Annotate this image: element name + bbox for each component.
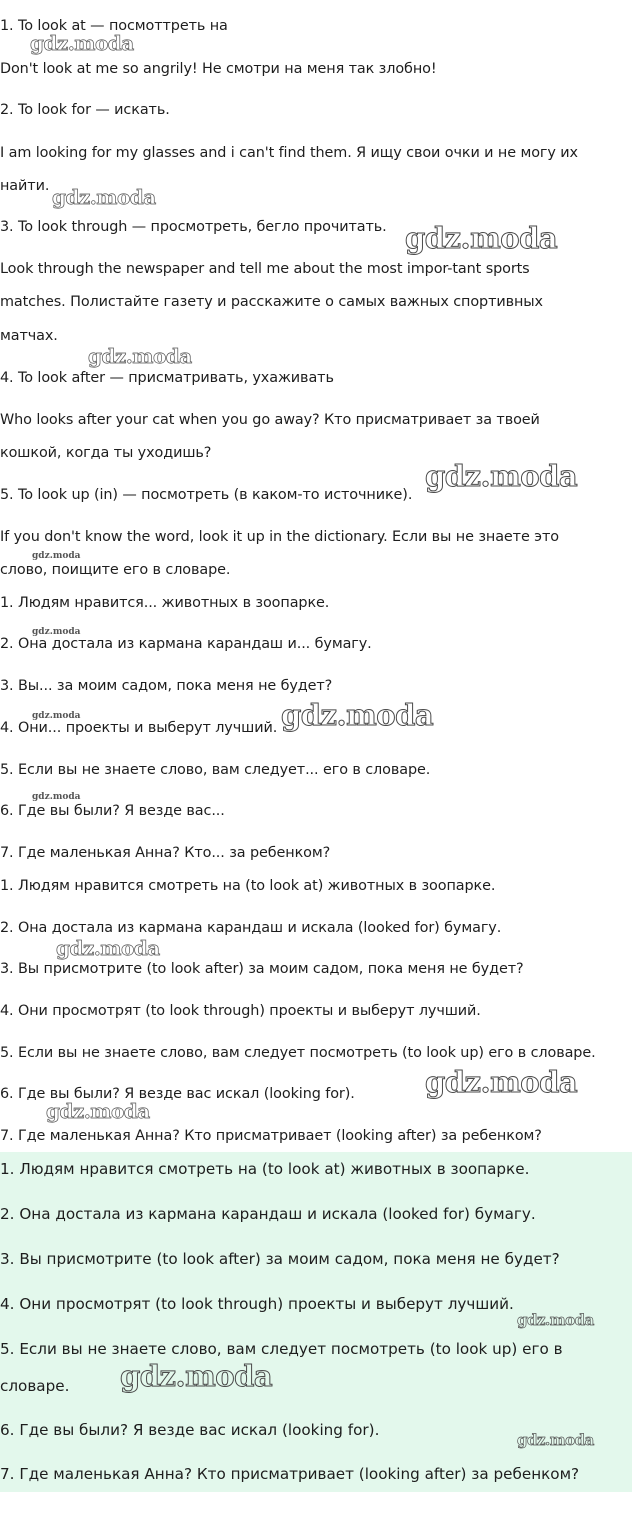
exercise-line: 5. Если вы не знаете слово, вам следует... его в словаре. xyxy=(0,762,431,778)
watermark: gdz.moda xyxy=(517,1311,594,1329)
watermark: gdz.moda xyxy=(88,344,192,368)
definition-line: Who looks after your cat when you go away? Кто присматривает за твоей xyxy=(0,412,540,428)
watermark: gdz.moda xyxy=(32,792,81,802)
definition-line: 3. To look through — просмотреть, бегло прочитать. xyxy=(0,219,387,235)
highlighted-answer-line: 1. Людям нравится смотреть на (to look at) животных в зоопарке. xyxy=(0,1160,530,1178)
watermark: gdz.moda xyxy=(46,1099,150,1123)
definition-line: I am looking for my glasses and i can't find them. Я ищу свои очки и не могу их xyxy=(0,145,578,161)
highlighted-answer-line: словаре. xyxy=(0,1377,70,1395)
definition-line: 2. To look for — искать. xyxy=(0,102,170,118)
definition-line: слово, поищите его в словаре. xyxy=(0,562,231,578)
answer-line: 1. Людям нравится смотреть на (to look at) животных в зоопарке. xyxy=(0,878,496,894)
watermark: gdz.moda xyxy=(30,31,134,55)
watermark: gdz.moda xyxy=(32,551,81,561)
exercise-line: 1. Людям нравится... животных в зоопарке. xyxy=(0,595,330,611)
answer-line: 2. Она достала из кармана карандаш и искала (looked for) бумагу. xyxy=(0,920,502,936)
definition-line: матчах. xyxy=(0,328,58,344)
watermark: gdz.moda xyxy=(32,711,81,721)
definition-line: Look through the newspaper and tell me about the most impor-tant sports xyxy=(0,261,530,277)
definition-line: 4. To look after — присматривать, ухаживать xyxy=(0,370,334,386)
watermark: gdz.moda xyxy=(405,221,558,255)
answer-line: 3. Вы присмотрите (to look after) за моим садом, пока меня не будет? xyxy=(0,961,524,977)
definition-line: 5. To look up (in) — посмотреть (в каком-то источнике). xyxy=(0,487,413,503)
exercise-line: 2. Она достала из кармана карандаш и... бумагу. xyxy=(0,636,372,652)
answer-line: 4. Они просмотрят (to look through) проекты и выберут лучший. xyxy=(0,1003,481,1019)
answer-line: 6. Где вы были? Я везде вас искал (looking for). xyxy=(0,1086,355,1102)
exercise-line: 7. Где маленькая Анна? Кто... за ребенком? xyxy=(0,845,331,861)
answer-line: 5. Если вы не знаете слово, вам следует посмотреть (to look up) его в словаре. xyxy=(0,1045,596,1061)
watermark: gdz.moda xyxy=(32,627,81,637)
highlighted-answer-line: 3. Вы присмотрите (to look after) за моим садом, пока меня не будет? xyxy=(0,1250,560,1268)
exercise-line: 6. Где вы были? Я везде вас... xyxy=(0,803,225,819)
watermark: gdz.moda xyxy=(425,459,578,493)
highlighted-answer-line: 2. Она достала из кармана карандаш и искала (looked for) бумагу. xyxy=(0,1205,536,1223)
definition-line: кошкой, когда ты уходишь? xyxy=(0,445,212,461)
exercise-line: 3. Вы... за моим садом, пока меня не будет? xyxy=(0,678,333,694)
highlighted-answer-line: 4. Они просмотрят (to look through) проекты и выберут лучший. xyxy=(0,1295,514,1313)
answer-line: 7. Где маленькая Анна? Кто присматривает (looking after) за ребенком? xyxy=(0,1128,542,1144)
highlighted-answer-line: 6. Где вы были? Я везде вас искал (looking for). xyxy=(0,1421,380,1439)
definition-line: 1. To look at — посмоттреть на xyxy=(0,18,228,34)
highlighted-answer-line: 7. Где маленькая Анна? Кто присматривает (looking after) за ребенком? xyxy=(0,1465,580,1483)
watermark: gdz.moda xyxy=(52,185,156,209)
definition-line: matches. Полистайте газету и расскажите о самых важных спортивных xyxy=(0,294,543,310)
watermark: gdz.moda xyxy=(120,1359,273,1393)
watermark: gdz.moda xyxy=(425,1065,578,1099)
definition-line: If you don't know the word, look it up in the dictionary. Если вы не знаете это xyxy=(0,529,559,545)
watermark: gdz.moda xyxy=(281,698,434,732)
watermark: gdz.moda xyxy=(56,936,160,960)
highlighted-answer-line: 5. Если вы не знаете слово, вам следует посмотреть (to look up) его в xyxy=(0,1340,563,1358)
exercise-line: 4. Они... проекты и выберут лучший. xyxy=(0,720,278,736)
watermark: gdz.moda xyxy=(517,1431,594,1449)
definition-line: найти. xyxy=(0,178,50,194)
definition-line: Don't look at me so angrily! Не смотри на меня так злобно! xyxy=(0,61,437,77)
